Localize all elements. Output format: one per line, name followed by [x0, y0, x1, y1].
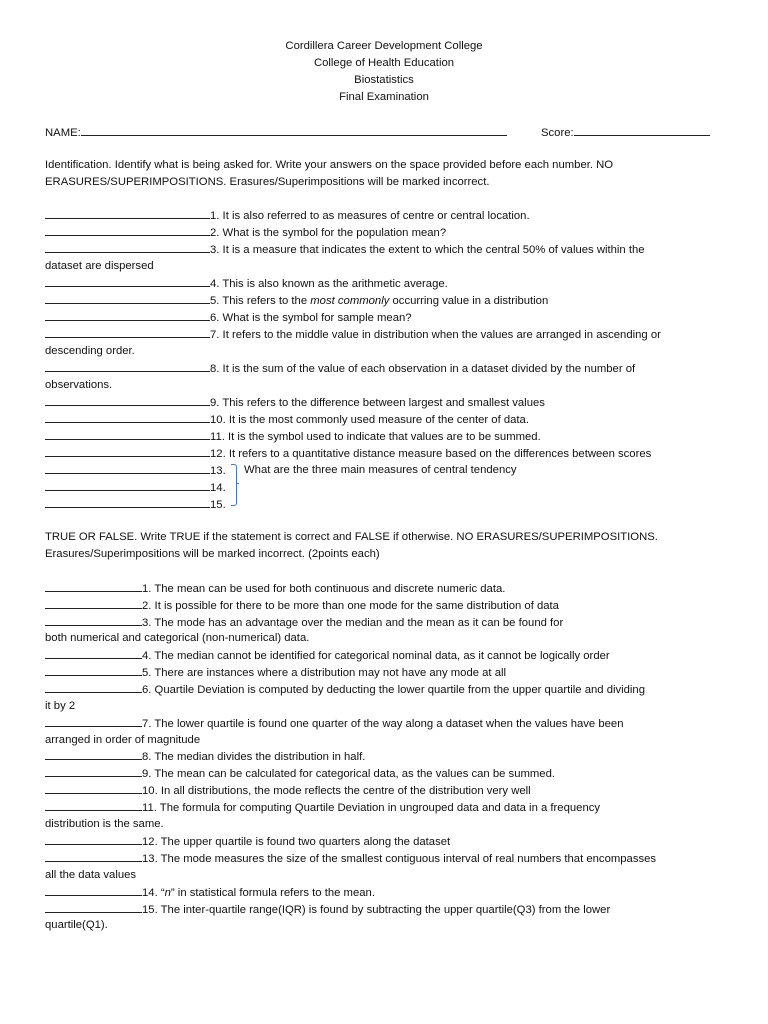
tf-item-3-cont: both numerical and categorical (non-numerical) data. [45, 632, 310, 644]
statement-text: 4. The median cannot be identified for categorical nominal data, as it cannot be logically order [142, 650, 610, 662]
subject-name: Biostatistics [354, 74, 414, 86]
statement-text: 9. The mean can be calculated for categorical data, as the values can be summed. [142, 768, 555, 780]
id-item-8-cont: observations. [45, 379, 113, 391]
answer-blank[interactable] [45, 766, 142, 777]
id-item-13 [45, 463, 226, 478]
id-item-3 [45, 242, 645, 257]
id-item-15 [45, 497, 226, 512]
answer-blank[interactable] [45, 327, 210, 338]
score-label: Score: [541, 127, 574, 139]
answer-blank[interactable] [45, 276, 210, 287]
id-item-11 [45, 429, 541, 444]
question-text: 4. This is also known as the arithmetic average. [210, 278, 448, 290]
answer-blank[interactable] [45, 361, 210, 372]
true-false-instructions: Erasures/Superimpositions will be marked incorrect. (2points each) [45, 548, 380, 560]
id-item-4 [45, 276, 448, 291]
exam-title: Final Examination [339, 91, 429, 103]
tf-item-13 [45, 851, 656, 866]
question-text: 6. What is the symbol for sample mean? [210, 312, 412, 324]
question-text: 9. This refers to the difference between largest and smallest values [210, 397, 545, 409]
identification-instructions: ERASURES/SUPERIMPOSITIONS. Erasures/Superimpositions will be marked incorrect. [45, 176, 490, 188]
score-answer-line[interactable] [574, 125, 710, 136]
tf-item-4 [45, 648, 610, 663]
statement-text: 13. The mode measures the size of the smallest contiguous interval of real numbers that encompasses [142, 853, 657, 865]
question-text: 7. It refers to the middle value in distribution when the values are arranged in ascending or [210, 329, 661, 341]
id-item-12 [45, 446, 651, 461]
answer-blank[interactable] [45, 463, 210, 474]
id-item-7-cont: descending order. [45, 345, 135, 357]
tf-item-5 [45, 665, 506, 680]
tf-item-11-cont: distribution is the same. [45, 818, 164, 830]
statement-text: 5. There are instances where a distribution may not have any mode at all [142, 667, 507, 679]
statement-text: 1. The mean can be used for both continuous and discrete numeric data. [142, 583, 506, 595]
id-item-10 [45, 412, 529, 427]
answer-blank[interactable] [45, 834, 142, 845]
answer-blank[interactable] [45, 716, 142, 727]
tf-item-9 [45, 766, 555, 781]
answer-blank[interactable] [45, 225, 210, 236]
answer-blank[interactable] [45, 480, 210, 491]
answer-blank[interactable] [45, 902, 142, 913]
question-text: 8. It is the sum of the value of each observation in a dataset divided by the number of [210, 363, 636, 375]
tf-item-7-cont: arranged in order of magnitude [45, 734, 201, 746]
statement-text: 10. In all distributions, the mode reflects the centre of the distribution very well [142, 785, 531, 797]
id-item-3-cont: dataset are dispersed [45, 260, 154, 272]
id-item-14 [45, 480, 226, 495]
tf-item-6 [45, 682, 645, 697]
id-item-13-15-question: What are the three main measures of central tendency [244, 464, 517, 476]
id-item-1 [45, 208, 530, 223]
id-item-8 [45, 361, 635, 376]
question-text: 14. [210, 482, 226, 494]
question-text: 11. It is the symbol used to indicate that values are to be summed. [210, 431, 541, 443]
answer-blank[interactable] [45, 800, 142, 811]
answer-blank[interactable] [45, 648, 142, 659]
statement-text: 7. The lower quartile is found one quarter of the way along a dataset when the values have been [142, 718, 624, 730]
answer-blank[interactable] [45, 412, 210, 423]
answer-blank[interactable] [45, 446, 210, 457]
question-text: 1. It is also referred to as measures of centre or central location. [210, 210, 530, 222]
tf-item-10 [45, 783, 531, 798]
question-text: 10. It is the most commonly used measure of the center of data. [210, 414, 529, 426]
id-item-7 [45, 327, 661, 342]
score-field-row [541, 125, 710, 140]
tf-item-3 [45, 615, 563, 630]
answer-blank[interactable] [45, 208, 210, 219]
tf-item-1 [45, 581, 505, 596]
answer-blank[interactable] [45, 429, 210, 440]
tf-item-2 [45, 598, 559, 613]
tf-item-7 [45, 716, 624, 731]
statement-emphasis: n [164, 887, 171, 899]
answer-blank[interactable] [45, 581, 142, 592]
tf-item-14 [45, 885, 375, 900]
tf-item-13-cont: all the data values [45, 869, 137, 881]
statement-text: 15. The inter-quartile range(IQR) is found by subtracting the upper quartile(Q3) from the lower [142, 904, 611, 916]
tf-item-8 [45, 749, 365, 764]
tf-item-6-cont: it by 2 [45, 700, 76, 712]
answer-blank[interactable] [45, 851, 142, 862]
true-false-instructions: TRUE OR FALSE. Write TRUE if the statement is correct and FALSE if otherwise. NO ERASURES/SUPERIMPOSITIONS. [45, 531, 658, 543]
tf-item-11 [45, 800, 600, 815]
answer-blank[interactable] [45, 885, 142, 896]
id-item-2 [45, 225, 446, 240]
right-brace-bracket [231, 464, 237, 506]
answer-blank[interactable] [45, 293, 210, 304]
id-item-6 [45, 310, 412, 325]
question-text: 13. [210, 465, 226, 477]
institution-name: Cordillera Career Development College [285, 40, 483, 52]
question-emphasis: most commonly [310, 295, 390, 307]
exam-header [0, 38, 768, 106]
answer-blank[interactable] [45, 598, 142, 609]
id-item-5 [45, 293, 548, 308]
tf-item-15 [45, 902, 610, 917]
question-text: 3. It is a measure that indicates the extent to which the central 50% of values within the [210, 244, 645, 256]
answer-blank[interactable] [45, 749, 142, 760]
statement-text: 11. The formula for computing Quartile Deviation in ungrouped data and data in a frequency [142, 802, 601, 814]
question-text: 15. [210, 499, 226, 511]
question-text: 12. It refers to a quantitative distance measure based on the differences between scores [210, 448, 652, 460]
answer-blank[interactable] [45, 682, 142, 693]
question-text: occurring value in a distribution [389, 295, 549, 307]
name-field-row [45, 125, 507, 140]
tf-item-15-cont: quartile(Q1). [45, 919, 108, 931]
answer-blank[interactable] [45, 497, 210, 508]
question-text: 5. This refers to the [210, 295, 311, 307]
statement-text: ” in statistical formula refers to the mean. [170, 887, 375, 899]
identification-instructions: Identification. Identify what is being asked for. Write your answers on the space provided before each number. NO [45, 159, 614, 171]
tf-item-12 [45, 834, 450, 849]
answer-blank[interactable] [45, 615, 142, 626]
college-name: College of Health Education [313, 57, 455, 69]
name-label: NAME: [45, 127, 81, 139]
answer-blank[interactable] [45, 395, 210, 406]
answer-blank[interactable] [45, 783, 142, 794]
bracket-tick [236, 483, 239, 484]
statement-text: 3. The mode has an advantage over the median and the mean as it can be found for [142, 617, 564, 629]
id-item-9 [45, 395, 545, 410]
answer-blank[interactable] [45, 665, 142, 676]
statement-text: 14. “ [142, 887, 165, 899]
answer-blank[interactable] [45, 310, 210, 321]
statement-text: 6. Quartile Deviation is computed by deducting the lower quartile from the upper quartile and dividing [142, 684, 645, 696]
question-text: 2. What is the symbol for the population mean? [210, 227, 447, 239]
statement-text: 2. It is possible for there to be more than one mode for the same distribution of data [142, 600, 559, 612]
name-answer-line[interactable] [81, 125, 507, 136]
answer-blank[interactable] [45, 242, 210, 253]
statement-text: 8. The median divides the distribution in half. [142, 751, 366, 763]
statement-text: 12. The upper quartile is found two quarters along the dataset [142, 836, 451, 848]
